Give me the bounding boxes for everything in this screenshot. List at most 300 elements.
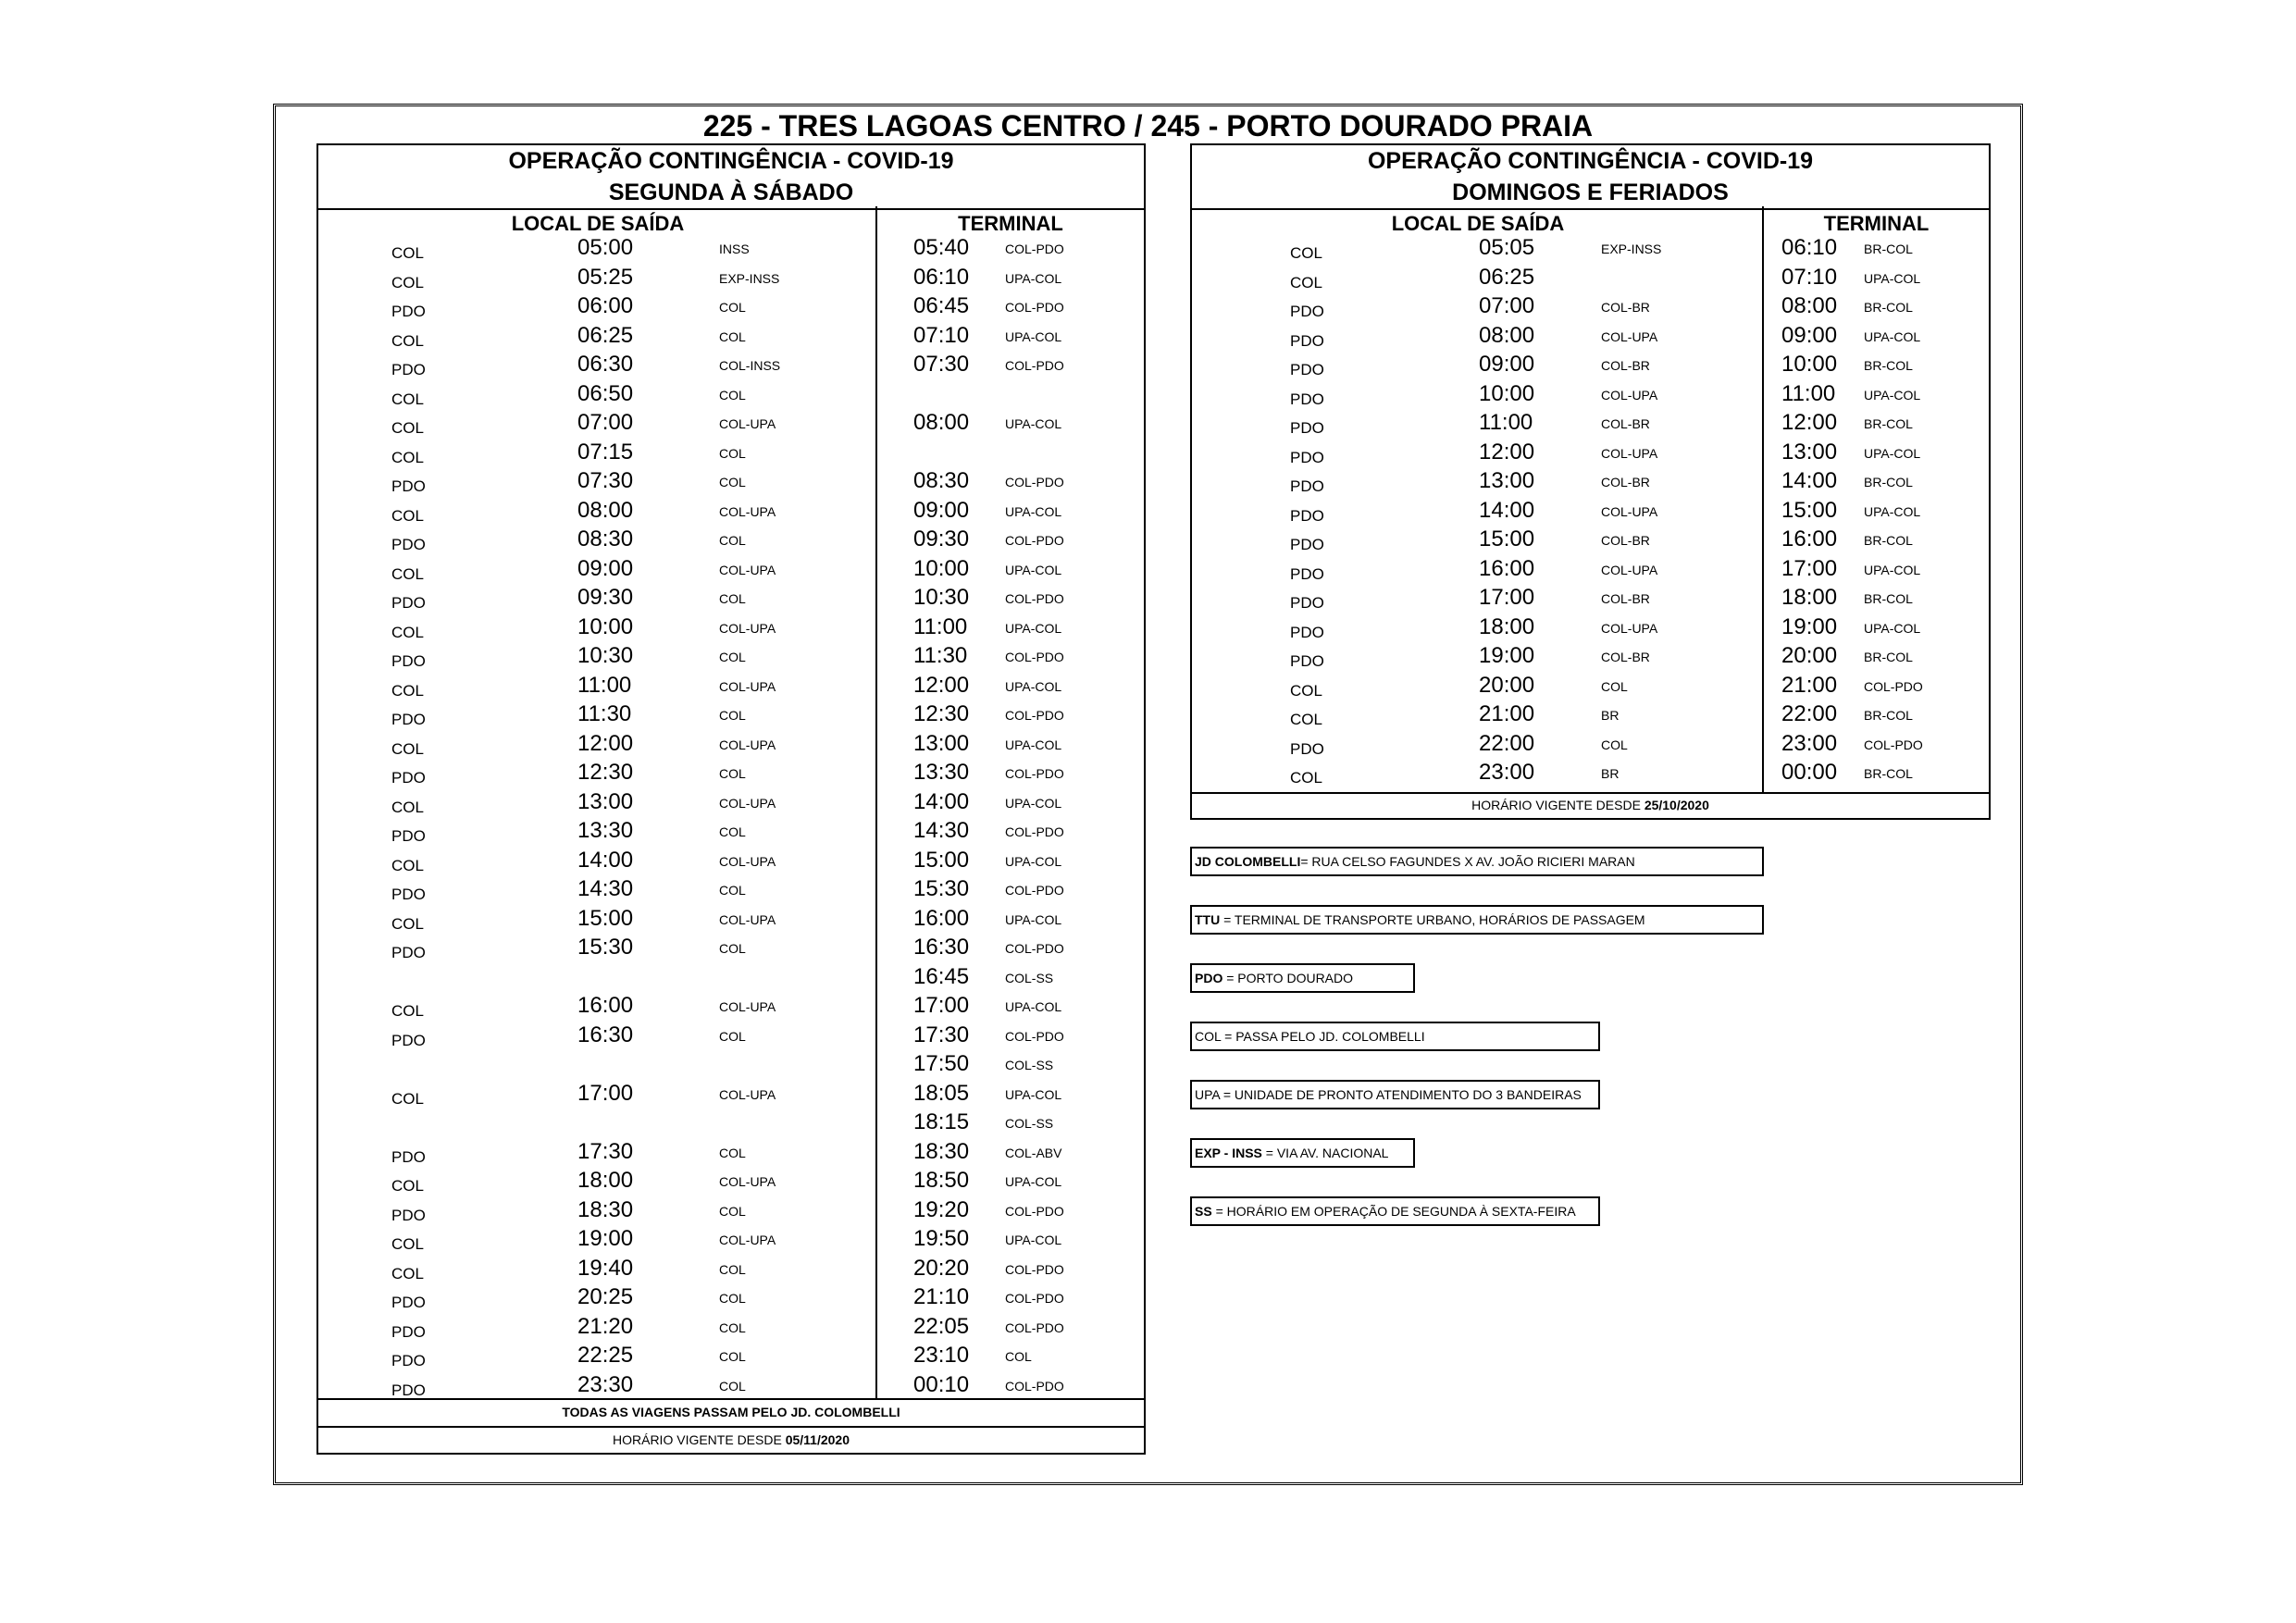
origin-cell: PDO (1290, 623, 1324, 641)
table-row (1192, 614, 1989, 644)
terminal-route-cell: COL-PDO (1005, 766, 1064, 781)
table-row (1192, 235, 1989, 265)
departure-time-cell: 10:00 (1479, 380, 1535, 406)
table-row (318, 498, 1144, 527)
origin-cell: COL (391, 419, 424, 437)
route-cell: COL (719, 328, 746, 344)
origin-cell: PDO (391, 1381, 426, 1399)
weekday-column-headers (318, 210, 1144, 238)
weekday-valid-since-label: HORÁRIO VIGENTE DESDE (613, 1432, 786, 1447)
terminal-route-cell: COL-PDO (1005, 941, 1064, 956)
route-cell: COL-UPA (1601, 503, 1658, 519)
terminal-route-cell: COL-ABV (1005, 1145, 1062, 1160)
origin-cell: PDO (1290, 536, 1324, 553)
departure-time-cell: 20:00 (1479, 672, 1535, 698)
terminal-time-cell: 20:20 (913, 1255, 970, 1281)
departure-time-cell: 06:25 (577, 322, 634, 348)
departure-time-cell: 05:05 (1479, 235, 1535, 260)
table-row (318, 876, 1144, 906)
terminal-route-cell: UPA-COL (1005, 853, 1062, 869)
route-cell: COL-BR (1601, 300, 1650, 315)
route-cell: COL-BR (1601, 358, 1650, 373)
origin-cell: COL (391, 856, 424, 874)
table-row (318, 585, 1144, 614)
departure-time-cell: 21:00 (1479, 701, 1535, 726)
origin-cell: PDO (1290, 303, 1324, 320)
terminal-route-cell: UPA-COL (1864, 503, 1921, 519)
departure-time-cell: 07:15 (577, 439, 634, 465)
terminal-route-cell: COL-PDO (1005, 533, 1064, 548)
departure-time-cell: 21:20 (577, 1313, 634, 1339)
terminal-route-cell: COL-SS (1005, 970, 1054, 985)
route-cell: COL-BR (1601, 533, 1650, 548)
timetable-frame (273, 104, 2023, 1485)
departure-time-cell: 11:30 (577, 701, 632, 726)
route-cell: COL-UPA (719, 1233, 776, 1247)
table-row (1192, 265, 1989, 294)
terminal-route-cell: COL-PDO (1005, 1028, 1064, 1044)
origin-cell: COL (1290, 769, 1322, 787)
terminal-route-cell: COL-PDO (1005, 1378, 1064, 1394)
route-cell: COL-UPA (719, 911, 776, 927)
terminal-time-cell: 06:10 (1781, 235, 1838, 260)
weekend-col-local: LOCAL DE SAÍDA (1391, 212, 1565, 235)
terminal-time-cell: 18:50 (913, 1168, 970, 1193)
route-cell: COL (719, 387, 746, 403)
terminal-time-cell: 07:10 (913, 322, 970, 348)
legend-text: UPA = UNIDADE DE PRONTO ATENDIMENTO DO 3 BANDEIRAS (1195, 1087, 1582, 1102)
departure-time-cell: 19:00 (1479, 643, 1535, 668)
route-cell: COL-BR (1601, 475, 1650, 489)
route-cell: COL-UPA (719, 853, 776, 869)
table-row (1192, 673, 1989, 702)
departure-time-cell: 05:00 (577, 235, 634, 260)
origin-cell: PDO (1290, 506, 1324, 525)
origin-cell: PDO (1290, 652, 1324, 670)
terminal-time-cell: 00:10 (913, 1371, 970, 1397)
terminal-time-cell: 07:10 (1781, 264, 1838, 290)
table-row (318, 293, 1144, 323)
departure-time-cell: 08:30 (577, 527, 634, 551)
terminal-time-cell: 18:15 (913, 1109, 970, 1134)
departure-time-cell: 08:00 (577, 497, 634, 523)
terminal-route-cell: COL-SS (1005, 1116, 1054, 1131)
departure-time-cell: 17:30 (577, 1138, 634, 1164)
terminal-route-cell: BR-COL (1864, 650, 1913, 664)
terminal-time-cell: 11:30 (913, 643, 968, 668)
terminal-route-cell: UPA-COL (1005, 562, 1062, 577)
origin-cell: COL (391, 273, 424, 291)
weekday-heading (318, 145, 1144, 210)
departure-time-cell: 07:00 (577, 410, 634, 435)
origin-cell: COL (1290, 244, 1322, 262)
route-cell: COL (719, 1349, 746, 1364)
origin-cell: COL (391, 244, 424, 262)
route-cell: COL (719, 591, 746, 606)
departure-time-cell: 10:00 (577, 613, 634, 639)
table-row (318, 235, 1144, 265)
route-cell: COL (719, 650, 746, 664)
route-cell: COL-BR (1601, 650, 1650, 664)
terminal-time-cell: 06:10 (913, 264, 970, 290)
route-cell: COL-BR (1601, 591, 1650, 606)
terminal-time-cell: 09:00 (1781, 322, 1838, 348)
terminal-time-cell: 13:00 (1781, 439, 1838, 465)
route-cell: COL (719, 1203, 746, 1219)
route-cell: COL-UPA (1601, 328, 1658, 344)
origin-cell: COL (391, 914, 424, 933)
terminal-route-cell: COL-PDO (1005, 1203, 1064, 1219)
departure-time-cell: 13:00 (577, 788, 634, 814)
table-row (1192, 498, 1989, 527)
terminal-time-cell: 15:30 (913, 876, 970, 901)
legend-ttu (1190, 905, 1764, 935)
weekday-valid-since-date: 05/11/2020 (785, 1432, 850, 1447)
route-cell: COL-UPA (1601, 445, 1658, 461)
terminal-time-cell: 21:00 (1781, 672, 1838, 698)
terminal-route-cell: COL-PDO (1005, 242, 1064, 256)
departure-time-cell: 18:00 (577, 1168, 634, 1193)
terminal-route-cell: COL-PDO (1005, 883, 1064, 898)
route-cell: COL (719, 1291, 746, 1306)
table-row (318, 1109, 1144, 1139)
route-cell: EXP-INSS (719, 270, 780, 286)
origin-cell: COL (391, 506, 424, 525)
origin-cell: PDO (391, 1352, 426, 1369)
terminal-route-cell: COL-PDO (1005, 1319, 1064, 1335)
origin-cell: PDO (391, 652, 426, 670)
terminal-route-cell: COL-PDO (1005, 300, 1064, 315)
terminal-time-cell: 00:00 (1781, 760, 1838, 785)
route-cell: COL (719, 1378, 746, 1394)
origin-cell: PDO (391, 944, 426, 961)
terminal-route-cell: BR-COL (1864, 475, 1913, 489)
legend-jd-colombelli (1190, 847, 1764, 876)
route-cell: BR (1601, 708, 1620, 723)
legend-key: SS (1195, 1204, 1212, 1219)
table-row (318, 556, 1144, 586)
weekend-valid-since-label: HORÁRIO VIGENTE DESDE (1471, 798, 1644, 812)
table-row (318, 701, 1144, 731)
weekend-column-headers (1192, 210, 1989, 238)
table-row (1192, 731, 1989, 761)
origin-cell: PDO (391, 477, 426, 495)
route-cell: EXP-INSS (1601, 242, 1662, 256)
terminal-time-cell: 06:45 (913, 293, 970, 318)
origin-cell: PDO (1290, 477, 1324, 495)
route-cell: INSS (719, 242, 750, 256)
departure-time-cell: 05:25 (577, 264, 634, 290)
origin-cell: PDO (391, 361, 426, 378)
origin-cell: COL (391, 739, 424, 758)
route-cell: COL-UPA (719, 1174, 776, 1189)
table-row (318, 1051, 1144, 1081)
terminal-route-cell: COL-PDO (1864, 737, 1923, 752)
departure-time-cell: 07:30 (577, 468, 634, 493)
table-row (318, 1197, 1144, 1227)
route-cell: COL-INSS (719, 358, 781, 373)
terminal-time-cell: 10:30 (913, 585, 970, 610)
legend-col (1190, 1022, 1600, 1051)
legend-text: = RUA CELSO FAGUNDES X AV. JOÃO RICIERI MARAN (1300, 854, 1635, 869)
terminal-time-cell: 18:00 (1781, 585, 1838, 610)
route-cell: COL (719, 475, 746, 489)
table-row (318, 993, 1144, 1022)
origin-cell: PDO (391, 594, 426, 612)
departure-time-cell: 10:30 (577, 643, 634, 668)
departure-time-cell: 22:25 (577, 1343, 634, 1368)
origin-cell: PDO (391, 1322, 426, 1341)
table-row (1192, 701, 1989, 731)
terminal-time-cell: 18:05 (913, 1080, 970, 1106)
terminal-time-cell: 16:45 (913, 963, 970, 989)
terminal-time-cell: 23:10 (913, 1343, 970, 1368)
departure-time-cell: 16:00 (577, 993, 634, 1018)
departure-time-cell: 06:50 (577, 380, 634, 406)
origin-cell: PDO (391, 303, 426, 320)
origin-cell: PDO (391, 1294, 426, 1311)
legend-ss (1190, 1196, 1600, 1226)
departure-time-cell: 17:00 (577, 1080, 634, 1106)
route-cell: COL (719, 824, 746, 839)
departure-time-cell: 12:00 (577, 730, 634, 756)
departure-time-cell: 08:00 (1479, 322, 1535, 348)
route-cell: COL (719, 941, 746, 956)
terminal-time-cell: 17:30 (913, 1022, 970, 1047)
terminal-route-cell: UPA-COL (1864, 387, 1921, 403)
weekend-heading-line2: DOMINGOS E FERIADOS (1452, 180, 1729, 205)
origin-cell: COL (391, 1235, 424, 1253)
origin-cell: PDO (391, 536, 426, 553)
origin-cell: PDO (1290, 390, 1324, 408)
terminal-route-cell: UPA-COL (1005, 795, 1062, 811)
departure-time-cell: 20:25 (577, 1284, 634, 1309)
route-cell: BR (1601, 766, 1620, 781)
weekend-panel (1190, 143, 1991, 820)
table-row (318, 440, 1144, 469)
terminal-route-cell: UPA-COL (1005, 503, 1062, 519)
departure-time-cell: 06:30 (577, 352, 634, 377)
weekend-valid-since-date: 25/10/2020 (1644, 798, 1709, 812)
origin-cell: COL (391, 1177, 424, 1195)
weekend-heading-line1: OPERAÇÃO CONTINGÊNCIA - COVID-19 (1367, 148, 1814, 174)
table-row (318, 1226, 1144, 1256)
terminal-route-cell: UPA-COL (1005, 620, 1062, 636)
route-cell: COL (1601, 678, 1628, 694)
route-cell: COL (719, 300, 746, 315)
departure-time-cell: 18:00 (1479, 613, 1535, 639)
table-row (318, 818, 1144, 848)
table-row (318, 265, 1144, 294)
weekday-col-local: LOCAL DE SAÍDA (511, 212, 685, 235)
origin-cell: COL (391, 390, 424, 408)
weekday-valid-since (318, 1426, 1144, 1454)
terminal-time-cell: 23:00 (1781, 730, 1838, 756)
terminal-route-cell: UPA-COL (1864, 562, 1921, 577)
legend-text: = TERMINAL DE TRANSPORTE URBANO, HORÁRIOS DE PASSAGEM (1220, 912, 1645, 927)
departure-time-cell: 09:00 (577, 555, 634, 581)
legend-text: = HORÁRIO EM OPERAÇÃO DE SEGUNDA À SEXTA-FEIRA (1211, 1204, 1576, 1219)
terminal-route-cell: COL-PDO (1005, 358, 1064, 373)
terminal-time-cell: 13:00 (913, 730, 970, 756)
terminal-route-cell: COL-PDO (1005, 591, 1064, 606)
terminal-time-cell: 16:00 (1781, 527, 1838, 551)
route-cell: COL-UPA (1601, 387, 1658, 403)
route-cell: COL (719, 1145, 746, 1160)
departure-time-cell: 06:00 (577, 293, 634, 318)
departure-time-cell: 09:30 (577, 585, 634, 610)
table-row (1192, 468, 1989, 498)
terminal-time-cell: 18:30 (913, 1138, 970, 1164)
route-cell: COL-BR (1601, 416, 1650, 431)
table-row (318, 468, 1144, 498)
origin-cell: PDO (1290, 739, 1324, 758)
terminal-time-cell: 14:30 (913, 818, 970, 843)
terminal-time-cell: 10:00 (913, 555, 970, 581)
weekday-footer-note: TODAS AS VIAGENS PASSAM PELO JD. COLOMBELLI (562, 1405, 900, 1419)
table-row (318, 1343, 1144, 1372)
terminal-route-cell: UPA-COL (1005, 999, 1062, 1014)
terminal-route-cell: UPA-COL (1005, 911, 1062, 927)
table-row (318, 352, 1144, 381)
table-row (1192, 556, 1989, 586)
departure-time-cell: 22:00 (1479, 730, 1535, 756)
terminal-route-cell: UPA-COL (1864, 270, 1921, 286)
table-row (318, 1139, 1144, 1169)
route-cell: COL-UPA (719, 1086, 776, 1102)
terminal-time-cell: 13:30 (913, 760, 970, 785)
route-cell: COL (719, 708, 746, 723)
page-title: 225 - TRES LAGOAS CENTRO / 245 - PORTO DOURADO PRAIA (702, 109, 1594, 142)
table-row (1192, 643, 1989, 673)
table-row (318, 643, 1144, 673)
origin-cell: COL (1290, 273, 1322, 291)
terminal-time-cell: 17:50 (913, 1051, 970, 1076)
terminal-route-cell: BR-COL (1864, 242, 1913, 256)
departure-time-cell: 14:30 (577, 876, 634, 901)
table-row (318, 614, 1144, 644)
legend-pdo (1190, 963, 1415, 993)
table-row (1192, 760, 1989, 789)
origin-cell: COL (391, 448, 424, 466)
table-row (318, 1081, 1144, 1110)
route-cell: COL-UPA (719, 562, 776, 577)
route-cell: COL (1601, 737, 1628, 752)
terminal-route-cell: UPA-COL (1005, 270, 1062, 286)
table-row (1192, 293, 1989, 323)
origin-cell: PDO (391, 827, 426, 845)
origin-cell: COL (391, 623, 424, 641)
terminal-route-cell: UPA-COL (1005, 1086, 1062, 1102)
terminal-time-cell: 19:50 (913, 1226, 970, 1251)
table-row (1192, 410, 1989, 440)
terminal-time-cell: 09:30 (913, 527, 970, 551)
table-row (318, 381, 1144, 411)
terminal-route-cell: COL-PDO (1005, 1261, 1064, 1277)
terminal-route-cell: BR-COL (1864, 591, 1913, 606)
terminal-time-cell: 12:00 (913, 672, 970, 698)
terminal-time-cell: 19:20 (913, 1196, 970, 1222)
route-cell: COL (719, 533, 746, 548)
departure-time-cell: 14:00 (577, 847, 634, 873)
origin-cell: COL (391, 564, 424, 583)
table-row (318, 1314, 1144, 1344)
terminal-time-cell: 14:00 (1781, 468, 1838, 493)
legend-key: PDO (1195, 971, 1223, 985)
terminal-time-cell: 15:00 (1781, 497, 1838, 523)
route-cell: COL-UPA (719, 999, 776, 1014)
terminal-route-cell: UPA-COL (1005, 416, 1062, 431)
route-cell: COL-UPA (719, 795, 776, 811)
terminal-time-cell: 17:00 (1781, 555, 1838, 581)
table-row (1192, 352, 1989, 381)
terminal-route-cell: BR-COL (1864, 708, 1913, 723)
departure-time-cell: 19:00 (577, 1226, 634, 1251)
terminal-route-cell: UPA-COL (1864, 620, 1921, 636)
table-row (318, 731, 1144, 761)
origin-cell: COL (1290, 711, 1322, 728)
table-row (318, 527, 1144, 556)
departure-time-cell: 06:25 (1479, 264, 1535, 290)
terminal-route-cell: COL-PDO (1005, 1291, 1064, 1306)
legend-key: TTU (1195, 912, 1221, 927)
terminal-time-cell: 11:00 (1781, 380, 1836, 406)
route-cell: COL (719, 1028, 746, 1044)
departure-time-cell: 09:00 (1479, 352, 1535, 377)
terminal-time-cell: 07:30 (913, 352, 970, 377)
terminal-time-cell: 16:30 (913, 935, 970, 960)
terminal-route-cell: COL-SS (1005, 1058, 1054, 1072)
origin-cell: PDO (1290, 419, 1324, 437)
terminal-route-cell: UPA-COL (1864, 328, 1921, 344)
table-row (318, 410, 1144, 440)
origin-cell: PDO (391, 769, 426, 787)
terminal-time-cell: 11:00 (913, 613, 968, 639)
departure-time-cell: 15:00 (1479, 527, 1535, 551)
table-row (1192, 440, 1989, 469)
departure-time-cell: 15:00 (577, 905, 634, 931)
route-cell: COL-UPA (1601, 620, 1658, 636)
terminal-route-cell: BR-COL (1864, 766, 1913, 781)
weekend-col-terminal: TERMINAL (1823, 212, 1930, 235)
terminal-time-cell: 08:00 (1781, 293, 1838, 318)
departure-time-cell: 17:00 (1479, 585, 1535, 610)
departure-time-cell: 11:00 (1479, 410, 1533, 435)
terminal-route-cell: COL-PDO (1005, 824, 1064, 839)
terminal-time-cell: 08:00 (913, 410, 970, 435)
legend-text: COL = PASSA PELO JD. COLOMBELLI (1195, 1029, 1425, 1044)
departure-time-cell: 19:40 (577, 1255, 634, 1281)
origin-cell: COL (391, 331, 424, 350)
origin-cell: PDO (391, 886, 426, 903)
origin-cell: COL (1290, 681, 1322, 700)
route-cell: COL (719, 1319, 746, 1335)
terminal-time-cell: 08:30 (913, 468, 970, 493)
departure-time-cell: 16:00 (1479, 555, 1535, 581)
origin-cell: PDO (1290, 594, 1324, 612)
route-cell: COL-UPA (719, 620, 776, 636)
terminal-time-cell: 05:40 (913, 235, 970, 260)
legend-text: = PORTO DOURADO (1222, 971, 1354, 985)
origin-cell: PDO (1290, 448, 1324, 466)
terminal-route-cell: UPA-COL (1005, 678, 1062, 694)
departure-time-cell: 11:00 (577, 672, 632, 698)
departure-time-cell: 23:00 (1479, 760, 1535, 785)
table-row (1192, 323, 1989, 353)
terminal-route-cell: UPA-COL (1005, 737, 1062, 752)
route-cell: COL (719, 766, 746, 781)
terminal-time-cell: 14:00 (913, 788, 970, 814)
